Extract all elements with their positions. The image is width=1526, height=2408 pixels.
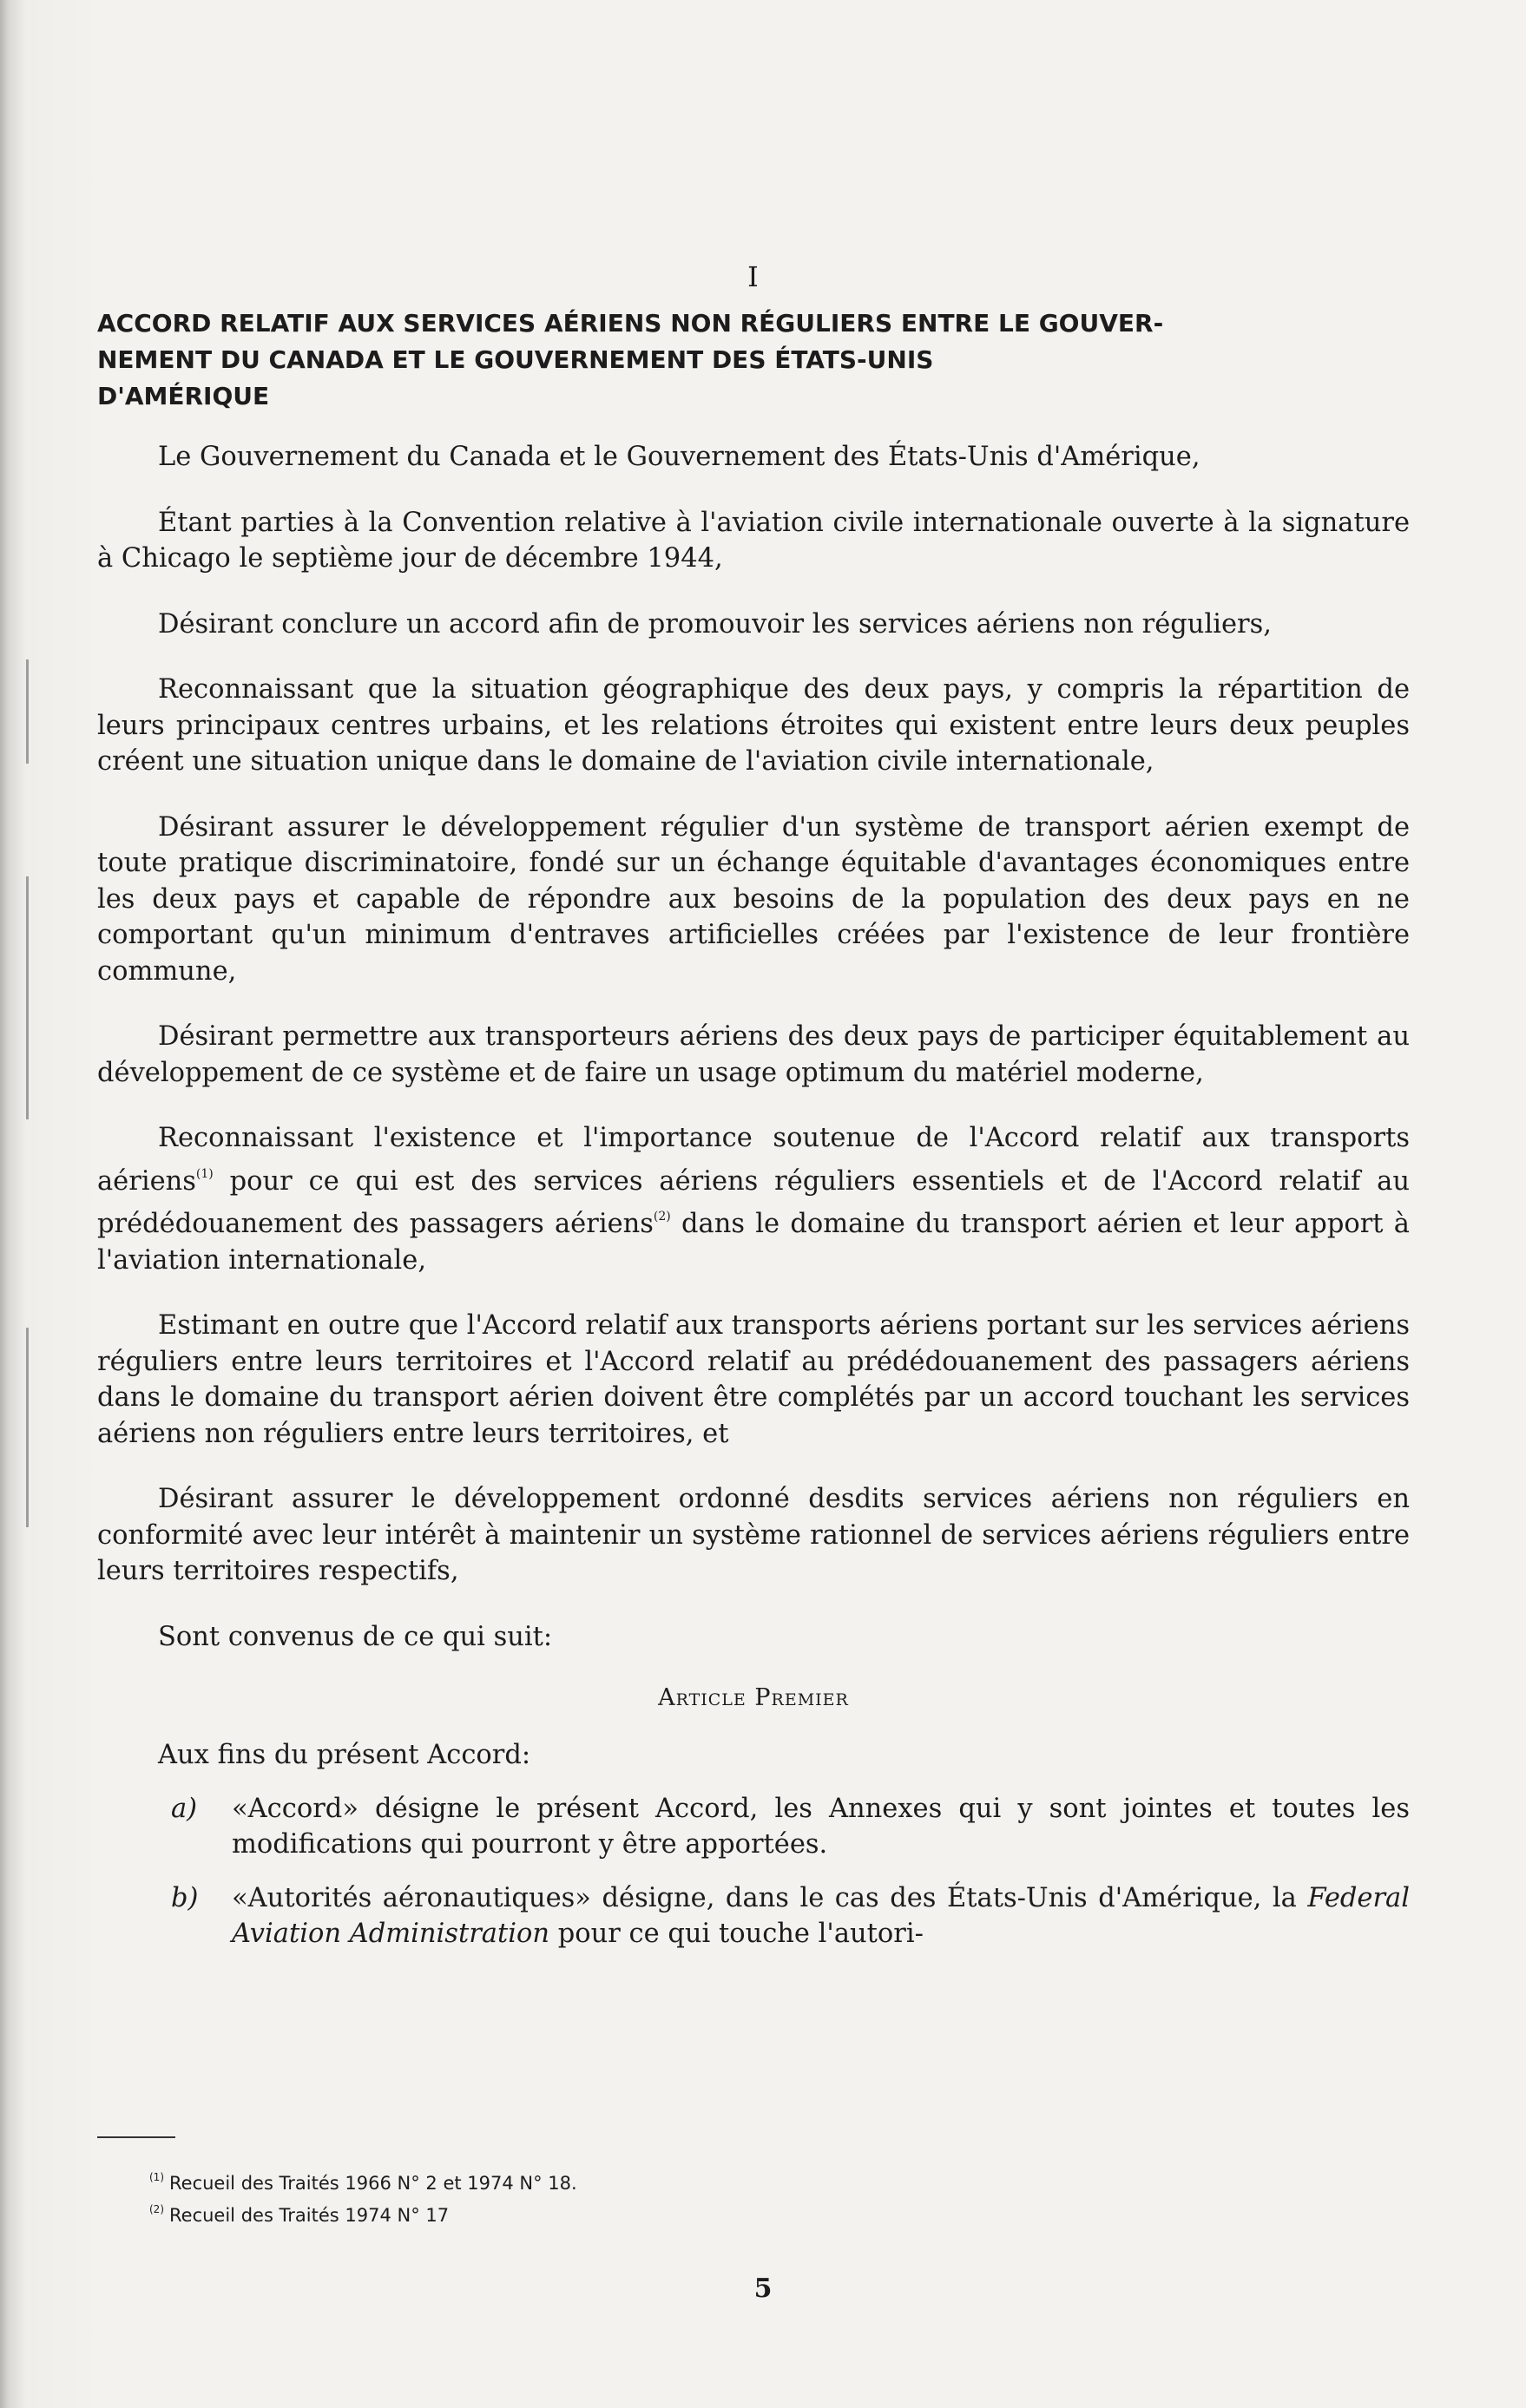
title-line: ACCORD RELATIF AUX SERVICES AÉRIENS NON RÉGULIERS ENTRE LE GOUVER- [97,309,1164,338]
article-heading: Article Premier [658,1684,849,1711]
title-line: NEMENT DU CANADA ET LE GOUVERNEMENT DES ÉTATS-UNIS [97,345,934,374]
preamble-paragraph: Étant parties à la Convention relative à l'aviation civile internationale ouverte à la signature à Chicago le septième jour de décembre 1944, [97,507,1410,574]
footnote-divider [97,2136,175,2138]
definition-text-part: «Autorités aéronautiques» désigne, dans le cas des États-Unis d'Amérique, la [232,1882,1308,1913]
footnote [149,2196,577,2228]
definition-item [97,1791,1410,1863]
preamble-paragraph [97,1120,1410,1278]
preamble-paragraph: Désirant conclure un accord afin de promouvoir les services aériens non réguliers, [158,608,1272,640]
definition-italic-term: Federal Aviation Administration [232,1882,1410,1949]
preamble-paragraph: Sont convenus de ce qui suit: [158,1621,553,1652]
preamble-paragraph: Le Gouvernement du Canada et le Gouvernement des États-Unis d'Amérique, [158,442,1200,472]
preamble-paragraph: Désirant assurer le développement ordonné desdits services aériens non réguliers en conformité avec leur intérêt à maintenir un système rationnel de services aériens réguliers entre leurs territoires respectifs, [97,1484,1410,1586]
footnote-text: Recueil des Traités 1966 N° 2 et 1974 N° 18. [169,2173,577,2194]
preamble-paragraph: Reconnaissant que la situation géographique des deux pays, y compris la répartition de leurs principaux centres urbains, et les relations étroites qui existent entre leurs deux peuples créent une situation unique dans le domaine de l'aviation civile internationale, [97,674,1410,777]
margin-mark [26,1328,29,1527]
footnotes [149,2164,577,2228]
part-number: I [747,260,760,293]
paragraph-text: Reconnaissant l'existence et l'importance soutenue de l'Accord relatif aux transports aériens [97,1123,1410,1197]
margin-mark [26,659,29,764]
definition-letter: a) [171,1793,198,1824]
agreement-title [97,305,1410,415]
document-body [97,260,1410,1970]
page-number: 5 [753,2273,773,2304]
preamble-paragraph: Désirant assurer le développement régulier d'un système de transport aérien exempt de toute pratique discriminatoire, fondé sur un échange équitable d'avantages économiques entre les deux pays et capable de répondre aux besoins de la population des deux pays en ne comportant qu'un minimum d'entraves artificielles créées par l'existence de leur frontière commune, [97,811,1410,987]
definition-text-part: pour ce qui touche l'autori- [549,1919,924,1949]
definition-item [97,1880,1410,1952]
article-intro: Aux fins du présent Accord: [158,1740,531,1770]
definition-letter: b) [171,1882,199,1913]
footnote-reference: (2) [653,1210,671,1224]
preamble-paragraph: Désirant permettre aux transporteurs aériens des deux pays de participer équitablement au développement de ce système et de faire un usage optimum du matériel moderne, [97,1021,1410,1088]
footnote-text: Recueil des Traités 1974 N° 17 [169,2205,450,2226]
footnote [149,2164,577,2196]
definition-text [232,1880,1410,1952]
margin-mark [26,876,29,1119]
footnote-mark: (2) [149,2203,164,2215]
title-line: D'AMÉRIQUE [97,382,270,410]
definition-text: «Accord» désigne le présent Accord, les Annexes qui y sont jointes et toutes les modifications qui pourront y être apportées. [232,1793,1410,1860]
paragraph-text: dans le domaine du transport aérien et leur apport à l'aviation internationale, [97,1209,1410,1276]
paragraph-text: pour ce qui est des services aériens réguliers essentiels et de l'Accord relatif au prédédouanement des passagers aériens [97,1165,1410,1239]
footnote-mark: (1) [149,2171,164,2183]
footnote-reference: (1) [195,1166,214,1181]
preamble-paragraph: Estimant en outre que l'Accord relatif aux transports aériens portant sur les services aériens réguliers entre leurs territoires et l'Accord relatif au prédédouanement des passagers aériens dans le domaine du transport aérien doivent être complétés par un accord touchant les services aériens non réguliers entre leurs territoires, et [97,1310,1410,1449]
